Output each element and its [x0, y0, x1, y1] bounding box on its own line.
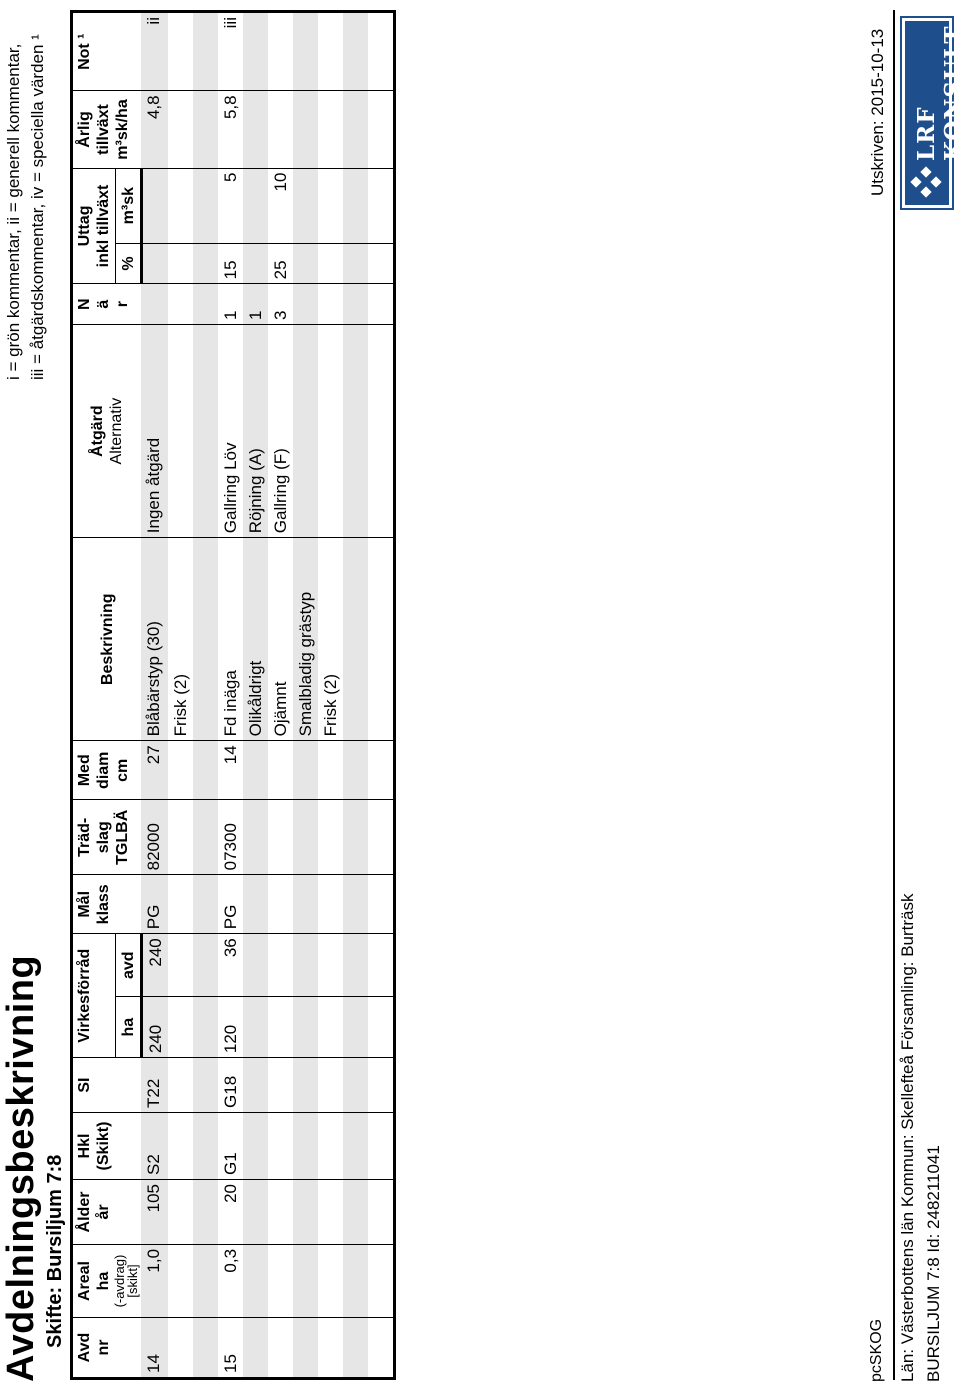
- cell-vf-ha: 120: [218, 997, 243, 1058]
- cell-beskrivning: Olikåldrigt: [243, 538, 268, 741]
- header-uttag-line2: inkl tillväxt: [95, 184, 112, 268]
- header-beskrivning: Beskrivning: [72, 538, 142, 741]
- header-tradslag: [72, 800, 142, 875]
- header-virkesforrad: Virkesförråd: [72, 934, 116, 1058]
- cell-beskrivning: Smalbladig grästyp: [293, 538, 318, 741]
- cell-not: iii: [218, 12, 243, 91]
- table-row: [318, 12, 343, 1379]
- cell-areal: 1,0: [141, 1244, 168, 1317]
- cell-mal: PG: [218, 875, 243, 934]
- cell-beskrivning: Fd inäga: [218, 538, 243, 741]
- table-row-spacer: [368, 12, 395, 1379]
- cell-atgard: Gallring Löv: [218, 324, 243, 537]
- cell-arlig: 4,8: [141, 91, 168, 168]
- header-arlig-line1: Årlig: [76, 111, 93, 148]
- header-arlig-line2: tillväxt: [95, 104, 112, 155]
- header-arlig-line3: m³sk/ha: [114, 99, 131, 160]
- cell-uttag-pct: [141, 243, 168, 284]
- cell-vf-ha: 240: [141, 997, 168, 1058]
- header-not: Not ¹: [72, 12, 142, 91]
- header-alder-line1: Ålder: [76, 1191, 93, 1233]
- header-uttag-m3: m³sk: [116, 168, 141, 243]
- header-hkl-line2: (Skikt): [95, 1121, 112, 1171]
- cell-beskrivning: Frisk (2): [318, 538, 343, 741]
- header-hkl-line1: Hkl: [76, 1133, 93, 1159]
- cell-si: G18: [218, 1058, 243, 1113]
- header-si: SI: [72, 1058, 142, 1113]
- cell-uttag-pct: 15: [218, 243, 243, 284]
- table-row: [293, 12, 318, 1379]
- header-row: [72, 12, 116, 1379]
- header-uttag: [72, 168, 116, 284]
- header-med-line2: diam: [95, 751, 112, 789]
- table-row: [168, 12, 193, 1379]
- cell-uttag-m3: 5: [218, 168, 243, 243]
- cell-med: 27: [141, 741, 168, 800]
- cell-tradslag: 82000: [141, 800, 168, 875]
- cell-nar: 1: [218, 284, 243, 325]
- cell-not: ii: [141, 12, 168, 91]
- header-nar-line3: r: [114, 301, 131, 308]
- header-alternativ: Alternativ: [108, 397, 125, 465]
- header-areal: [72, 1244, 142, 1317]
- header-med-line3: cm: [114, 758, 131, 782]
- cell-vf-avd: 240: [141, 934, 168, 997]
- cell-uttag-m3: [141, 168, 168, 243]
- header-arlig: [72, 91, 142, 168]
- cell-beskrivning: Frisk (2): [168, 538, 193, 741]
- cell-atgard: Gallring (F): [268, 324, 293, 537]
- table-row: [218, 12, 243, 1379]
- header-tradslag-line2: slag: [95, 821, 112, 854]
- cell-hkl: G1: [218, 1112, 243, 1179]
- legend-line-2: iii = åtgärdskommentar, iv = speciella värden ¹: [28, 34, 47, 380]
- cell-arlig: 5,8: [218, 91, 243, 168]
- logo-text: LRF KONSULT: [913, 25, 967, 161]
- header-alder-line2: år: [95, 1204, 112, 1220]
- logo-diamond-icon: [911, 167, 941, 197]
- header-vf-avd: avd: [116, 934, 141, 997]
- cell-uttag-pct: 25: [268, 243, 293, 284]
- header-tradslag-line1: Träd-: [76, 817, 93, 857]
- system-name: pcSKOG: [868, 1318, 885, 1382]
- header-areal-line1: Areal: [76, 1261, 93, 1302]
- cell-areal: 0,3: [218, 1244, 243, 1317]
- header-med: [72, 741, 142, 800]
- header-mal: [72, 875, 142, 934]
- table-row: [243, 12, 268, 1379]
- cell-med: 14: [218, 741, 243, 800]
- cell-avd: 15: [220, 1354, 240, 1373]
- header-nar: [72, 284, 142, 325]
- header-tradslag-line3: TGLBÄ: [114, 809, 131, 865]
- header-avd-line1: Avd: [76, 1332, 93, 1363]
- cell-nar: [141, 284, 168, 325]
- cell-hkl: S2: [141, 1112, 168, 1179]
- page-title: Avdelningsbeskrivning: [0, 954, 42, 1382]
- header-atgard: [72, 324, 142, 537]
- lrf-konsult-logo: [900, 16, 967, 210]
- header-nar-line2: ä: [95, 299, 112, 309]
- cell-alder: 20: [218, 1179, 243, 1244]
- header-avd-line2: nr: [95, 1339, 112, 1356]
- table-row: [141, 12, 168, 1379]
- header-areal-line2: ha: [95, 1271, 112, 1291]
- cell-uttag-m3: 10: [268, 168, 293, 243]
- header-areal-line3: (-avdrag): [112, 1254, 127, 1308]
- header-uttag-line1: Uttag: [76, 205, 93, 247]
- cell-nar: 1: [243, 284, 268, 325]
- table-row-spacer: [193, 12, 218, 1379]
- legend-line-1: i = grön kommentar, ii = generell kommentar,: [4, 43, 23, 380]
- header-avd: [72, 1318, 142, 1379]
- footer-divider: [893, 10, 895, 1380]
- header-hkl: [72, 1112, 142, 1179]
- stand-table: [70, 10, 396, 1380]
- header-alder: [72, 1179, 142, 1244]
- header-areal-line4: [skikt]: [125, 1264, 140, 1298]
- cell-mal: PG: [141, 875, 168, 934]
- page-subtitle: Skifte: Bursiljum 7:8: [44, 1154, 66, 1348]
- header-mal-line1: Mål: [76, 890, 93, 918]
- printed-date: Utskriven: 2015-10-13: [868, 28, 887, 196]
- cell-si: T22: [141, 1058, 168, 1113]
- footer-location: Län: Västerbottens län Kommun: Skellefteå Församling: Burträsk: [898, 893, 917, 1382]
- header-nar-line1: N: [76, 298, 93, 310]
- cell-beskrivning: Blåbärstyp (30): [141, 538, 168, 741]
- header-vf-ha: ha: [116, 997, 141, 1058]
- header-med-line1: Med: [76, 754, 93, 787]
- cell-beskrivning: Ojämnt: [268, 538, 293, 741]
- logo-background: [905, 21, 967, 205]
- table-row: [268, 12, 293, 1379]
- cell-atgard: Röjning (A): [243, 324, 268, 537]
- footer-property-id: BURSILJUM 7:8 Id: 248211041: [924, 1145, 943, 1382]
- cell-tradslag: 07300: [218, 800, 243, 875]
- cell-vf-avd: 36: [218, 934, 243, 997]
- cell-atgard: Ingen åtgärd: [141, 324, 168, 537]
- header-mal-line2: klass: [95, 884, 112, 925]
- table-row-spacer: [343, 12, 368, 1379]
- cell-nar: 3: [268, 284, 293, 325]
- cell-avd: 14: [141, 1318, 168, 1379]
- cell-alder: 105: [141, 1179, 168, 1244]
- header-uttag-pct: %: [116, 243, 141, 284]
- header-atgard-line1: Åtgärd: [89, 405, 106, 457]
